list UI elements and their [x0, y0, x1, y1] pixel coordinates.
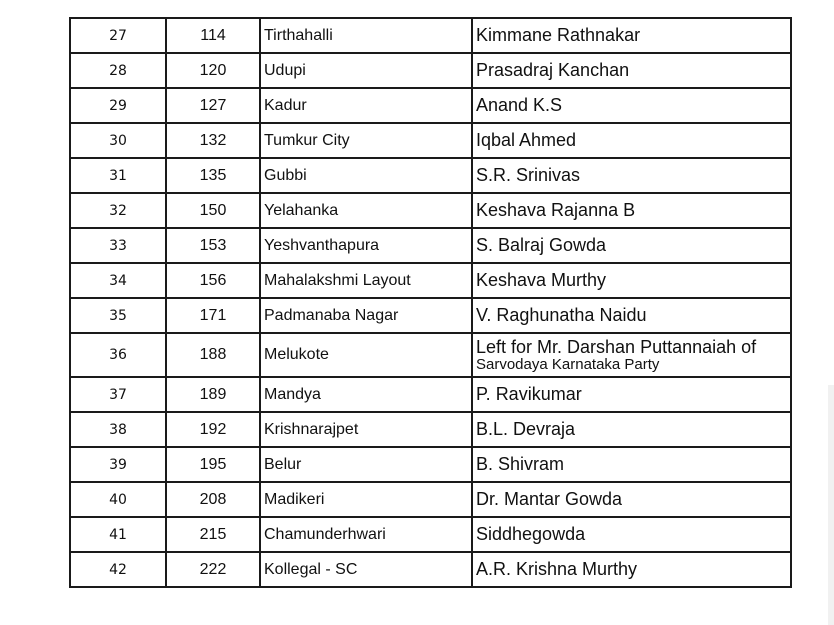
table-row — [70, 298, 791, 333]
serial-number-cell: 35 — [70, 298, 166, 333]
serial-number-cell: 28 — [70, 53, 166, 88]
constituency-name-cell: Mandya — [260, 377, 472, 412]
table-row — [70, 228, 791, 263]
table-row — [70, 447, 791, 482]
candidate-name-cell: Keshava Rajanna B — [472, 193, 791, 228]
table-row — [70, 377, 791, 412]
table-row — [70, 412, 791, 447]
constituency-number-cell: 132 — [166, 123, 260, 158]
constituency-number-cell: 153 — [166, 228, 260, 263]
serial-number-cell: 36 — [70, 333, 166, 377]
table-row — [70, 263, 791, 298]
constituency-name-cell: Melukote — [260, 333, 472, 377]
candidate-name-cell — [472, 333, 791, 377]
candidate-name-cell: Prasadraj Kanchan — [472, 53, 791, 88]
constituency-name-cell: Gubbi — [260, 158, 472, 193]
constituency-number-cell: 171 — [166, 298, 260, 333]
candidate-name-cell: B.L. Devraja — [472, 412, 791, 447]
constituency-name-cell: Tirthahalli — [260, 18, 472, 53]
constituency-name-cell: Madikeri — [260, 482, 472, 517]
constituency-name-cell: Chamunderhwari — [260, 517, 472, 552]
candidate-name-cell: Kimmane Rathnakar — [472, 18, 791, 53]
table-row — [70, 18, 791, 53]
serial-number-cell: 32 — [70, 193, 166, 228]
constituency-name-cell: Yelahanka — [260, 193, 472, 228]
candidate-name-cell: Dr. Mantar Gowda — [472, 482, 791, 517]
constituency-number-cell: 189 — [166, 377, 260, 412]
candidate-name-cell: B. Shivram — [472, 447, 791, 482]
candidate-name-line2: Sarvodaya Karnataka Party — [476, 355, 660, 373]
constituency-number-cell: 127 — [166, 88, 260, 123]
constituency-number-cell: 195 — [166, 447, 260, 482]
table-row — [70, 482, 791, 517]
candidate-list-table — [69, 17, 792, 588]
candidate-name-cell: Iqbal Ahmed — [472, 123, 791, 158]
serial-number-cell: 39 — [70, 447, 166, 482]
candidate-name-cell: Keshava Murthy — [472, 263, 791, 298]
serial-number-cell: 33 — [70, 228, 166, 263]
constituency-number-cell: 192 — [166, 412, 260, 447]
table-row — [70, 88, 791, 123]
constituency-number-cell: 120 — [166, 53, 260, 88]
serial-number-cell: 42 — [70, 552, 166, 587]
candidate-name-cell: P. Ravikumar — [472, 377, 791, 412]
constituency-name-cell: Yeshvanthapura — [260, 228, 472, 263]
candidate-name-cell: S.R. Srinivas — [472, 158, 791, 193]
serial-number-cell: 37 — [70, 377, 166, 412]
scrollbar-track[interactable] — [828, 385, 834, 625]
constituency-name-cell: Belur — [260, 447, 472, 482]
candidate-name-line1: Left for Mr. Darshan Puttannaiah of — [476, 336, 757, 357]
serial-number-cell: 40 — [70, 482, 166, 517]
serial-number-cell: 27 — [70, 18, 166, 53]
candidate-name-cell: A.R. Krishna Murthy — [472, 552, 791, 587]
serial-number-cell: 38 — [70, 412, 166, 447]
table-row — [70, 552, 791, 587]
constituency-number-cell: 215 — [166, 517, 260, 552]
table-row — [70, 517, 791, 552]
serial-number-cell: 30 — [70, 123, 166, 158]
table-row — [70, 193, 791, 228]
constituency-name-cell: Mahalakshmi Layout — [260, 263, 472, 298]
candidate-name-cell: Anand K.S — [472, 88, 791, 123]
constituency-name-cell: Kollegal - SC — [260, 552, 472, 587]
constituency-number-cell: 150 — [166, 193, 260, 228]
constituency-number-cell: 135 — [166, 158, 260, 193]
constituency-name-cell: Padmanaba Nagar — [260, 298, 472, 333]
constituency-name-cell: Krishnarajpet — [260, 412, 472, 447]
table-row — [70, 53, 791, 88]
candidate-name-cell: S. Balraj Gowda — [472, 228, 791, 263]
serial-number-cell: 41 — [70, 517, 166, 552]
constituency-number-cell: 114 — [166, 18, 260, 53]
constituency-name-cell: Tumkur City — [260, 123, 472, 158]
serial-number-cell: 29 — [70, 88, 166, 123]
table-row — [70, 123, 791, 158]
constituency-number-cell: 188 — [166, 333, 260, 377]
serial-number-cell: 34 — [70, 263, 166, 298]
serial-number-cell: 31 — [70, 158, 166, 193]
constituency-number-cell: 156 — [166, 263, 260, 298]
candidate-name-cell: Siddhegowda — [472, 517, 791, 552]
table-row — [70, 333, 791, 377]
table-row — [70, 158, 791, 193]
constituency-number-cell: 208 — [166, 482, 260, 517]
constituency-name-cell: Kadur — [260, 88, 472, 123]
constituency-number-cell: 222 — [166, 552, 260, 587]
candidate-name-cell: V. Raghunatha Naidu — [472, 298, 791, 333]
constituency-name-cell: Udupi — [260, 53, 472, 88]
